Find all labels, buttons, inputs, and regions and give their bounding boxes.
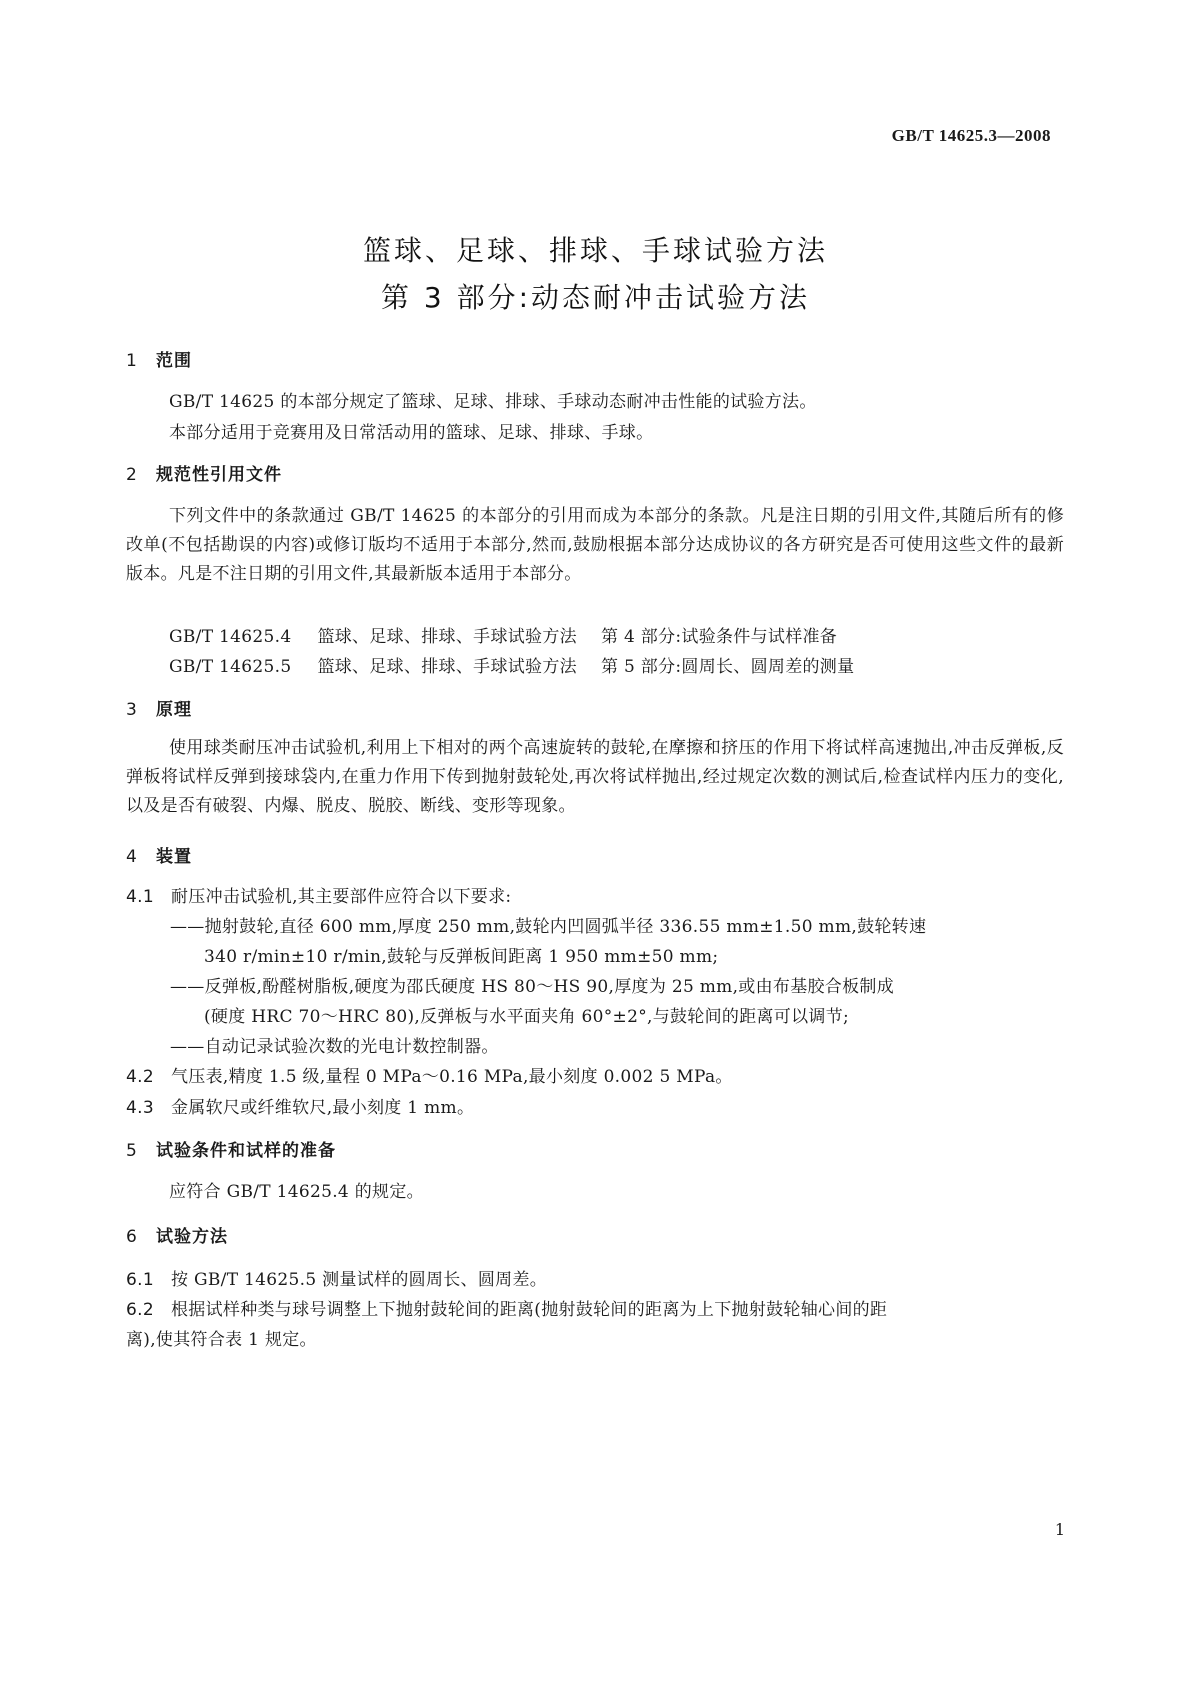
standard-code: GB/T 14625.3—2008 xyxy=(891,126,1051,145)
section-1-paragraph-1: GB/T 14625 的本部分规定了篮球、足球、排球、手球动态耐冲击性能的试验方法。 xyxy=(169,392,817,412)
reference-title: 篮球、足球、排球、手球试验方法 xyxy=(317,627,577,647)
clause-number: 4.1 xyxy=(126,887,154,907)
reference-title: 篮球、足球、排球、手球试验方法 xyxy=(317,657,577,677)
dash-item-2-line-1: ——反弹板,酚醛树脂板,硬度为邵氏硬度 HS 80～HS 90,厚度为 25 mm,或由布基胶合板制成 xyxy=(170,977,895,997)
reference-code: GB/T 14625.4 xyxy=(169,627,292,647)
page-number: 1 xyxy=(1054,1520,1065,1539)
section-title: 规范性引用文件 xyxy=(156,465,282,485)
section-5-paragraph: 应符合 GB/T 14625.4 的规定。 xyxy=(169,1182,424,1202)
section-number: 1 xyxy=(126,351,138,371)
section-1-paragraph-2: 本部分适用于竞赛用及日常活动用的篮球、足球、排球、手球。 xyxy=(169,423,654,443)
section-2-paragraph: 下列文件中的条款通过 GB/T 14625 的本部分的引用而成为本部分的条款。凡是注日期的引用文件,其随后所有的修改单(不包括勘误的内容)或修订版均不适用于本部分,然而,鼓励根据本部分达成协议的各方研究是否可使用这些文件的最新版本。凡是不注日期的引用文件,其最新版本适用于本部分。 xyxy=(126,506,1064,584)
dash-item-2-line-2: (硬度 HRC 70～HRC 80),反弹板与水平面夹角 60°±2°,与鼓轮间的距离可以调节; xyxy=(204,1007,850,1027)
section-5-heading xyxy=(126,1136,336,1161)
reference-part: 第 4 部分:试验条件与试样准备 xyxy=(600,627,838,647)
clause-number: 4.2 xyxy=(126,1067,154,1087)
clause-number: 4.3 xyxy=(126,1098,154,1118)
section-number: 3 xyxy=(126,700,138,720)
clause-6-2-line-2: 离),使其符合表 1 规定。 xyxy=(126,1330,317,1350)
document-title-line1: 篮球、足球、排球、手球试验方法 xyxy=(362,234,828,267)
section-number: 6 xyxy=(126,1227,138,1247)
section-3-paragraph: 使用球类耐压冲击试验机,利用上下相对的两个高速旋转的鼓轮,在摩擦和挤压的作用下将试样高速抛出,冲击反弹板,反弹板将试样反弹到接球袋内,在重力作用下传到抛射鼓轮处,再次将试样抛出,经过规定次数的测试后,检查试样内压力的变化,以及是否有破裂、内爆、脱皮、脱胶、断线、变形等现象。 xyxy=(126,738,1064,816)
reference-row xyxy=(169,652,854,677)
dash-item-3: ——自动记录试验次数的光电计数控制器。 xyxy=(170,1037,499,1057)
clause-number: 6.1 xyxy=(126,1270,154,1290)
section-number: 5 xyxy=(126,1141,138,1161)
section-number: 2 xyxy=(126,465,138,485)
clause-number: 6.2 xyxy=(126,1300,154,1320)
section-title: 范围 xyxy=(156,351,192,371)
section-number: 4 xyxy=(126,847,138,867)
document-title-line2: 第 3 部分:动态耐冲击试验方法 xyxy=(380,281,811,314)
section-1-heading xyxy=(126,346,192,371)
clause-4-3 xyxy=(126,1093,474,1118)
section-title: 试验方法 xyxy=(156,1227,228,1247)
section-3-heading xyxy=(126,695,192,720)
clause-text: 耐压冲击试验机,其主要部件应符合以下要求: xyxy=(171,887,512,907)
section-2-heading xyxy=(126,460,282,485)
dash-item-1-line-2: 340 r/min±10 r/min,鼓轮与反弹板间距离 1 950 mm±50 mm; xyxy=(204,947,719,967)
clause-text: 气压表,精度 1.5 级,量程 0 MPa～0.16 MPa,最小刻度 0.002 5 MPa。 xyxy=(171,1067,733,1087)
section-title: 装置 xyxy=(156,847,192,867)
reference-row xyxy=(169,622,837,647)
clause-4-2 xyxy=(126,1062,733,1087)
dash-item-1-line-1: ——抛射鼓轮,直径 600 mm,厚度 250 mm,鼓轮内凹圆弧半径 336.55 mm±1.50 mm,鼓轮转速 xyxy=(170,917,927,937)
section-6-heading xyxy=(126,1222,228,1247)
section-title: 试验条件和试样的准备 xyxy=(156,1141,336,1161)
reference-code: GB/T 14625.5 xyxy=(169,657,292,677)
section-title: 原理 xyxy=(156,700,192,720)
clause-6-2 xyxy=(126,1295,887,1320)
clause-text: 金属软尺或纤维软尺,最小刻度 1 mm。 xyxy=(171,1098,475,1118)
clause-4-1 xyxy=(126,882,511,907)
section-4-heading xyxy=(126,842,192,867)
clause-6-1 xyxy=(126,1265,547,1290)
clause-text: 按 GB/T 14625.5 测量试样的圆周长、圆周差。 xyxy=(171,1270,548,1290)
clause-text-line-1: 根据试样种类与球号调整上下抛射鼓轮间的距离(抛射鼓轮间的距离为上下抛射鼓轮轴心间的距 xyxy=(171,1300,888,1320)
reference-part: 第 5 部分:圆周长、圆周差的测量 xyxy=(600,657,855,677)
